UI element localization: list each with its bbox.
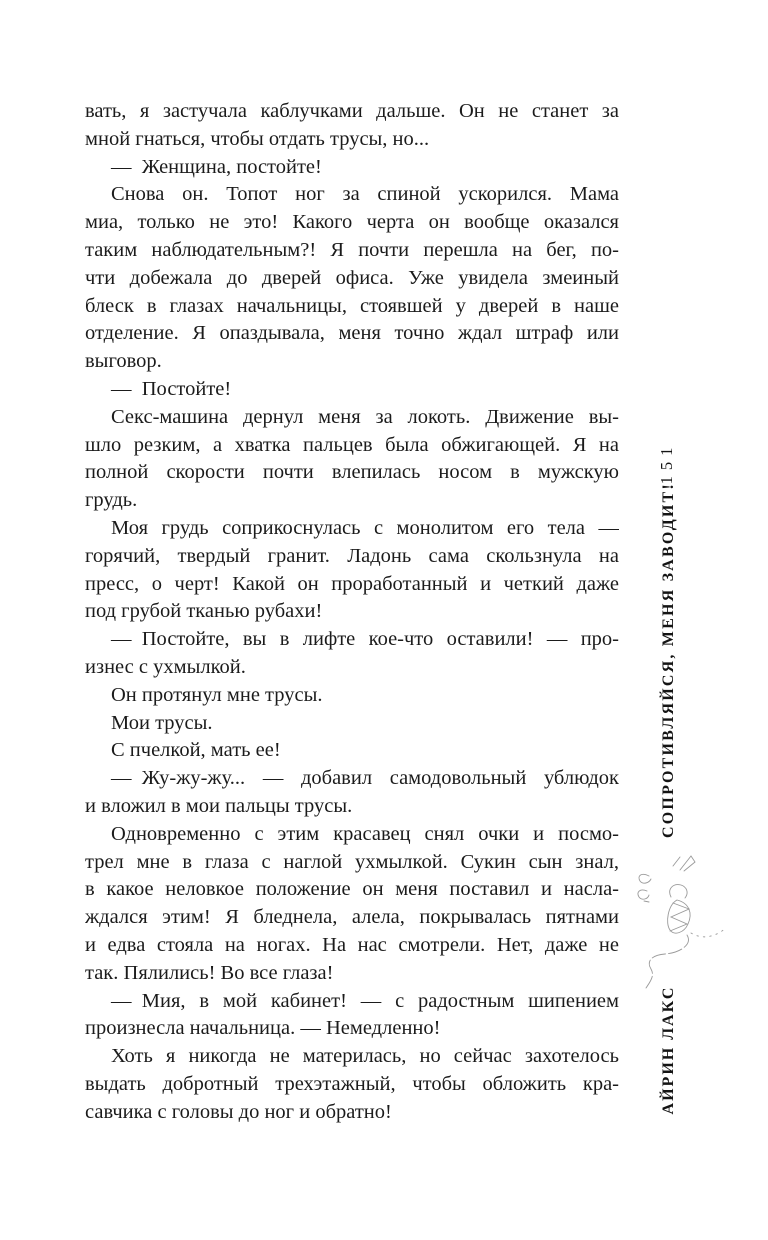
text-line: — Женщина, постойте! — [111, 155, 322, 178]
author-name: АЙРИН ЛАКС — [660, 985, 677, 1115]
bee-wing-icon — [680, 856, 695, 871]
text-line: — Жу-жу-жу... — добавил самодовольный ублюдок — [111, 767, 619, 790]
text-line: — Постойте, вы в лифте кое-что оставили! — про- — [111, 628, 619, 651]
text-line: выговор. — [85, 350, 162, 373]
text-line: Снова он. Топот ног за спиной ускорился. Мама — [111, 183, 619, 206]
text-line: пресс, о черт! Какой он проработанный и четкий даже — [85, 572, 619, 595]
text-line: Хоть я никогда не материлась, но сейчас захотелось — [111, 1045, 619, 1068]
text-line: Мои трусы. — [111, 711, 213, 734]
text-line: так. Пялились! Во все глаза! — [85, 961, 334, 984]
text-line: — Мия, в мой кабинет! — с радостным шипением — [111, 989, 619, 1012]
text-line: произнесла начальница. — Немедленно! — [85, 1017, 441, 1040]
text-line: блеск в глазах начальницы, стоявшей у дверей в наше — [85, 294, 619, 317]
text-line: под грубой тканью рубахи! — [85, 600, 323, 623]
bee-illustration — [627, 845, 747, 990]
text-line: Секс-машина дернул меня за локоть. Движение вы- — [111, 405, 619, 428]
text-line: и едва стояла на ногах. На нас смотрели. Нет, даже не — [85, 933, 619, 956]
text-line: трел мне в глаза с наглой ухмылкой. Сукин сын знал, — [85, 850, 619, 873]
bee-head-icon — [670, 885, 687, 898]
text-line: мной гнаться, чтобы отдать трусы, но... — [85, 127, 430, 150]
text-line: таким наблюдательным?! Я почти перешла на бег, по- — [85, 238, 619, 261]
text-line: отделение. Я опаздывала, меня точно ждал штраф или — [85, 322, 619, 345]
text-line: Одновременно с этим красавец снял очки и посмо- — [111, 822, 619, 845]
text-line: и вложил в мои пальцы трусы. — [85, 794, 353, 817]
text-line: шло резким, а хватка пальцев была обжигающей. Я на — [85, 433, 619, 456]
text-line: миа, только не это! Какого черта он вообще оказался — [85, 211, 619, 234]
text-line: полной скорости почти влепилась носом в мужскую — [85, 461, 619, 484]
text-line: Моя грудь соприкоснулась с монолитом его тела — — [111, 516, 619, 539]
running-title: СОПРОТИВЛЯЙСЯ, МЕНЯ ЗАВОДИТ! — [660, 482, 677, 838]
bee-wing-icon — [673, 857, 680, 866]
bee-leg-icon — [638, 890, 649, 899]
margin-page-number: 151 — [657, 441, 676, 485]
bee-leg-icon — [644, 901, 649, 902]
text-line: С пчелкой, мать ее! — [111, 739, 281, 762]
text-line: изнес с ухмылкой. — [85, 655, 246, 678]
text-line: вать, я застучала каблучками дальше. Он не станет за — [85, 100, 619, 122]
bee-leg-icon — [639, 874, 651, 883]
text-line: савчика с головы до ног и обратно! — [85, 1100, 392, 1123]
flight-trail-dotted-icon — [691, 928, 726, 937]
text-line: чти добежала до дверей офиса. Уже увидела змеиный — [85, 266, 619, 289]
text-line: — Постойте! — [111, 377, 232, 400]
text-block — [85, 98, 619, 1126]
text-line: горячий, твердый гранит. Ладонь сама скользнула на — [85, 544, 619, 567]
text-line: ждался этим! Я бледнела, алела, покрывалась пятнами — [85, 906, 619, 929]
text-line: выдать добротный трехэтажный, чтобы обложить кра- — [85, 1072, 619, 1095]
text-line: в какое неловкое положение он меня поставил и насла- — [85, 878, 619, 901]
text-line: Он протянул мне трусы. — [111, 683, 323, 706]
text-line: грудь. — [85, 489, 138, 512]
flight-trail-icon — [646, 935, 688, 988]
